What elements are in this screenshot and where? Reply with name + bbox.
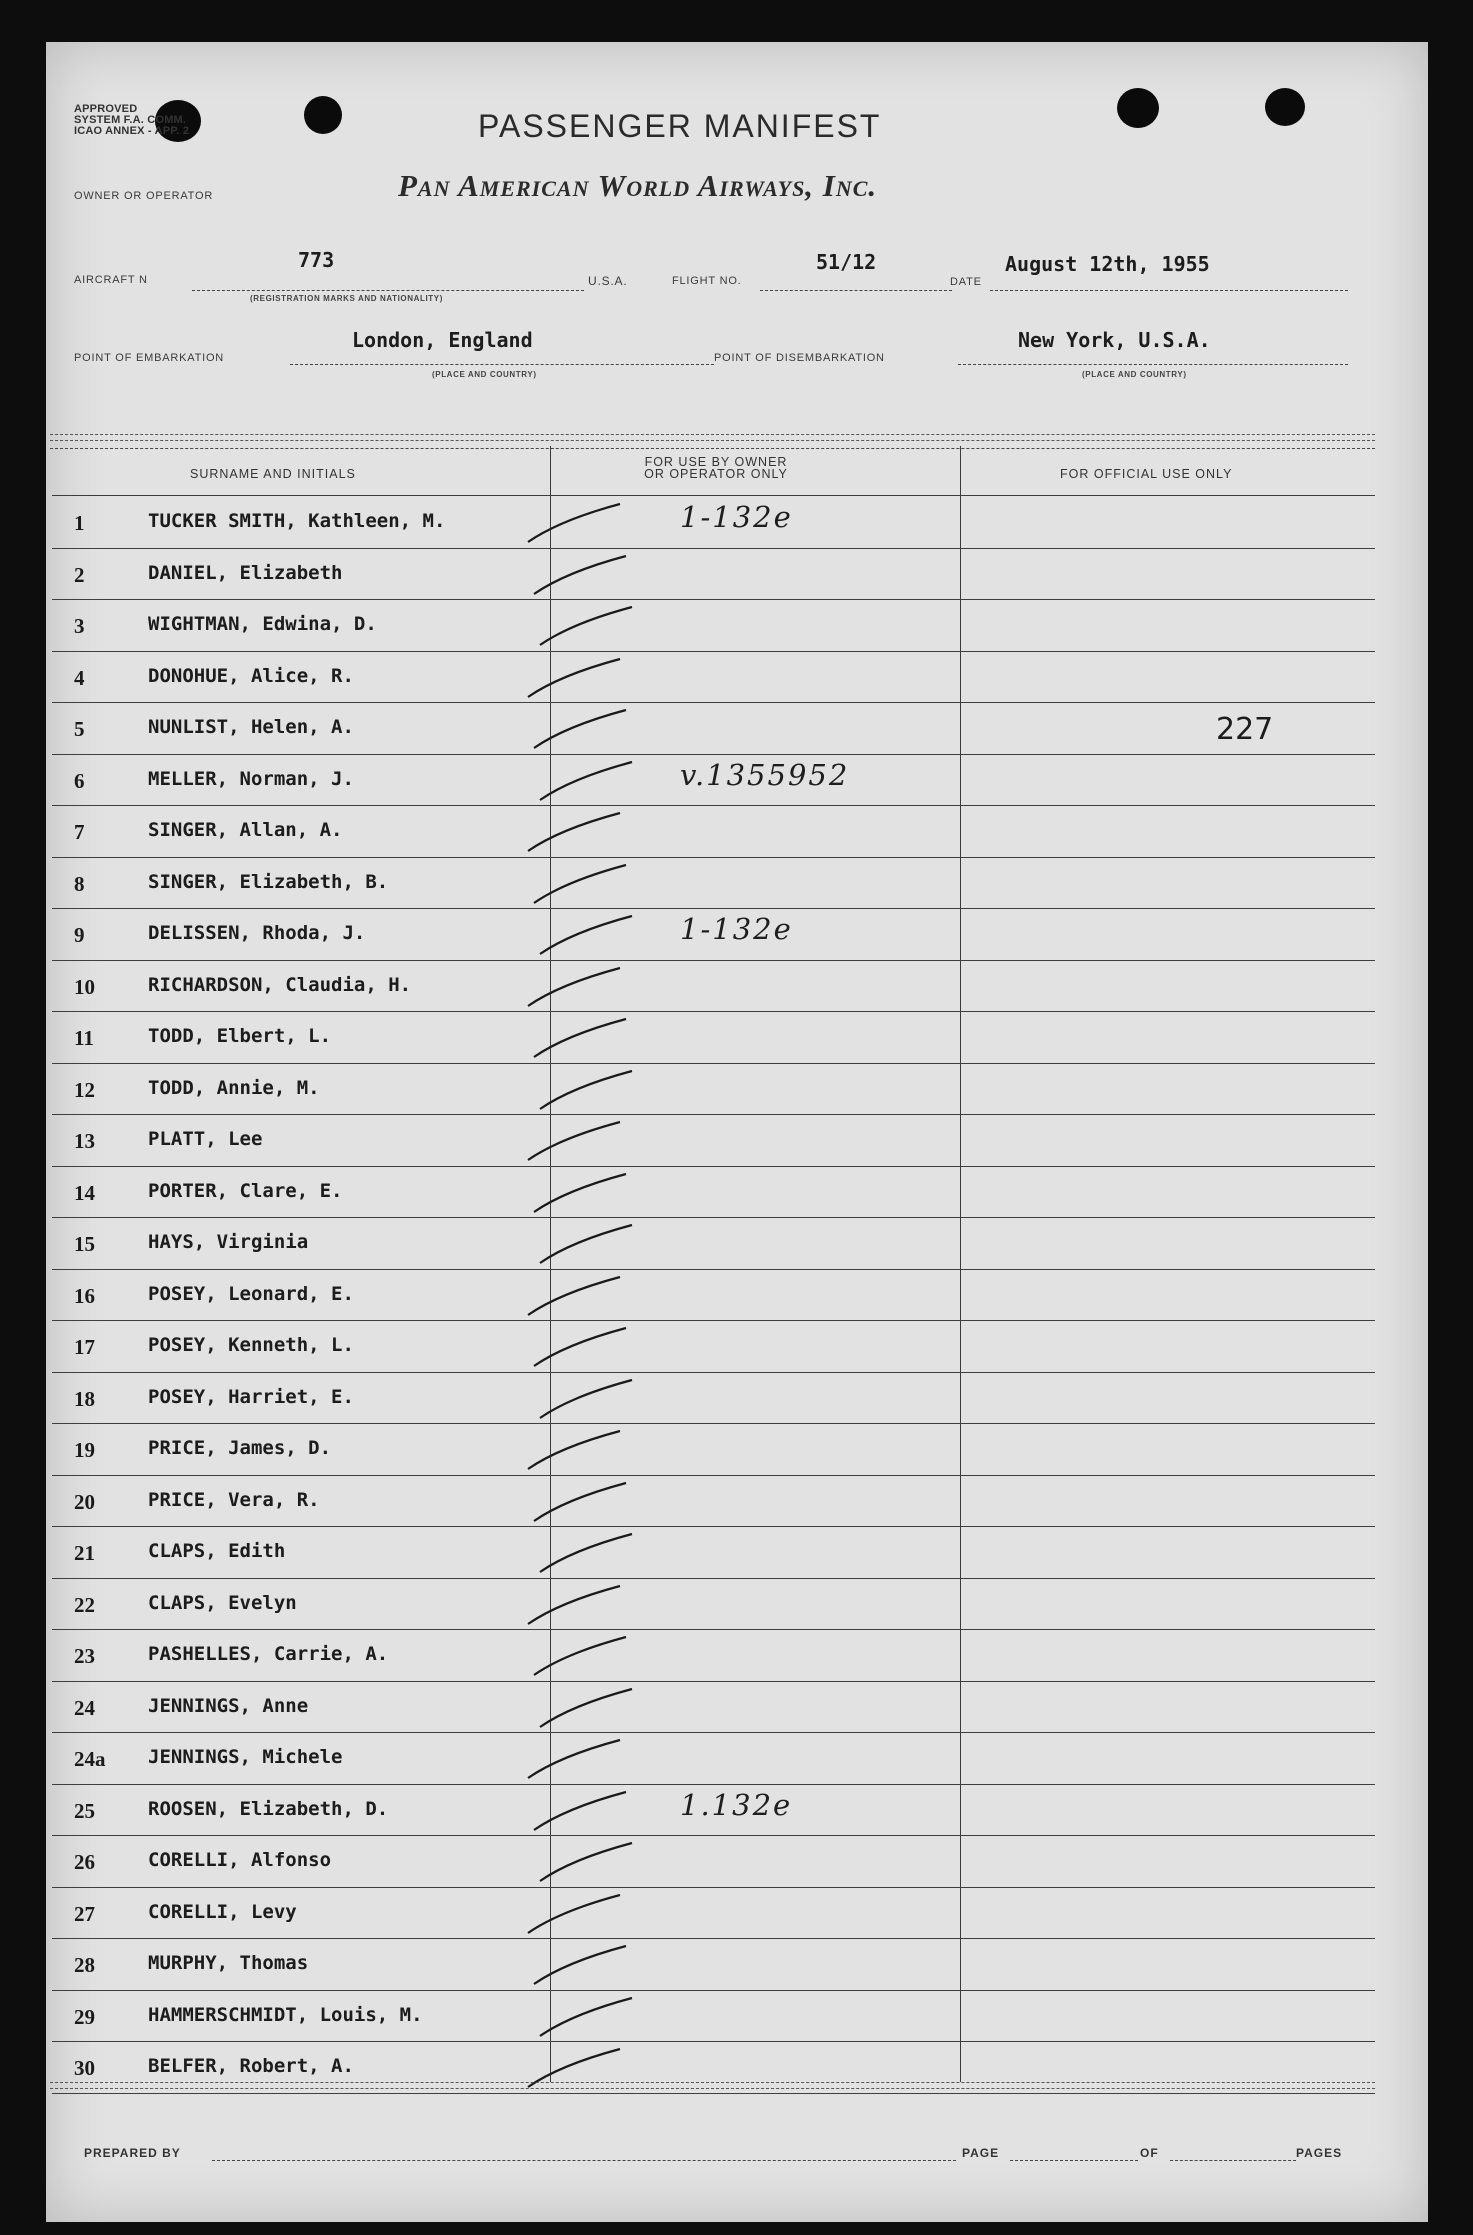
passenger-row bbox=[52, 1063, 1375, 1116]
table-bottom-rule bbox=[50, 2082, 1375, 2089]
passenger-name: PRICE, Vera, R. bbox=[148, 1488, 320, 1511]
embark-label: POINT OF EMBARKATION bbox=[74, 352, 225, 364]
passenger-row bbox=[52, 599, 1375, 652]
page-label: PAGE bbox=[962, 2146, 1000, 2160]
flight-date: August 12th, 1955 bbox=[1005, 252, 1210, 276]
passenger-name: MELLER, Norman, J. bbox=[148, 767, 354, 790]
punch-hole bbox=[1265, 88, 1305, 126]
passenger-row bbox=[52, 1114, 1375, 1167]
passenger-row bbox=[52, 1784, 1375, 1837]
passenger-row bbox=[52, 1629, 1375, 1682]
page-title: PASSENGER MANIFEST bbox=[478, 108, 882, 144]
table-top-rule-2 bbox=[50, 448, 1375, 449]
passenger-name: SINGER, Elizabeth, B. bbox=[148, 870, 389, 893]
row-number: 21 bbox=[74, 1541, 95, 1565]
passenger-name: POSEY, Leonard, E. bbox=[148, 1282, 354, 1305]
row-number: 8 bbox=[74, 871, 85, 896]
operator-note: 1.132e bbox=[680, 1787, 793, 1822]
passenger-name: POSEY, Kenneth, L. bbox=[148, 1334, 354, 1356]
prepared-by-label: PREPARED BY bbox=[84, 2146, 181, 2160]
passenger-row bbox=[52, 1372, 1375, 1425]
official-use-header: FOR OFFICIAL USE ONLY bbox=[1060, 467, 1233, 481]
passenger-row bbox=[52, 548, 1375, 601]
passenger-row bbox=[52, 1526, 1375, 1579]
passenger-name: ROOSEN, Elizabeth, D. bbox=[148, 1797, 389, 1820]
passenger-row bbox=[52, 1011, 1375, 1064]
passenger-row bbox=[52, 1887, 1375, 1940]
passenger-row bbox=[52, 1423, 1375, 1476]
table-top-rule bbox=[50, 434, 1375, 441]
row-number: 3 bbox=[74, 614, 85, 638]
passenger-name: JENNINGS, Michele bbox=[148, 1746, 343, 1768]
date-label: DATE bbox=[950, 276, 982, 288]
passenger-name: DELISSEN, Rhoda, J. bbox=[148, 922, 366, 944]
disembark-note: (PLACE AND COUNTRY) bbox=[1082, 370, 1187, 379]
passenger-name: DANIEL, Elizabeth bbox=[148, 561, 343, 584]
row-number: 2 bbox=[74, 562, 85, 587]
flight-underline bbox=[760, 290, 952, 291]
passenger-name: TODD, Elbert, L. bbox=[148, 1025, 332, 1047]
row-number: 17 bbox=[74, 1335, 95, 1359]
passenger-name: PORTER, Clare, E. bbox=[148, 1179, 343, 1202]
surname-column-header: SURNAME AND INITIALS bbox=[190, 467, 356, 481]
row-number: 4 bbox=[74, 665, 85, 690]
passenger-name: WIGHTMAN, Edwina, D. bbox=[148, 613, 377, 635]
operator-name: Pan American World Airways, Inc. bbox=[398, 168, 878, 203]
aircraft-label: AIRCRAFT N bbox=[74, 274, 148, 286]
punch-hole bbox=[304, 96, 342, 134]
passenger-name: NUNLIST, Helen, A. bbox=[148, 716, 354, 738]
row-number: 15 bbox=[74, 1232, 95, 1256]
row-number: 6 bbox=[74, 768, 85, 793]
row-number: 27 bbox=[74, 1901, 95, 1926]
pages-label: PAGES bbox=[1296, 2146, 1343, 2160]
prepared-underline bbox=[212, 2160, 956, 2161]
passenger-row bbox=[52, 857, 1375, 910]
row-number: 5 bbox=[74, 717, 85, 741]
row-number: 23 bbox=[74, 1644, 95, 1668]
passenger-name: CORELLI, Levy bbox=[148, 1900, 297, 1923]
row-number: 26 bbox=[74, 1850, 95, 1874]
row-number: 30 bbox=[74, 2056, 95, 2080]
passenger-row bbox=[52, 1732, 1375, 1785]
row-number: 22 bbox=[74, 1592, 95, 1617]
flight-number: 51/12 bbox=[816, 250, 877, 274]
row-number: 1 bbox=[74, 511, 85, 535]
passenger-row bbox=[52, 496, 1375, 549]
row-number: 25 bbox=[74, 1798, 95, 1823]
passenger-row bbox=[52, 1269, 1375, 1322]
country-label: U.S.A. bbox=[588, 274, 628, 288]
passenger-row bbox=[52, 1217, 1375, 1270]
owner-use-header: FOR USE BY OWNER OR OPERATOR ONLY bbox=[644, 455, 788, 481]
row-number: 14 bbox=[74, 1180, 95, 1205]
disembark-place: New York, U.S.A. bbox=[1018, 328, 1211, 352]
passenger-row bbox=[52, 1938, 1375, 1991]
row-number: 28 bbox=[74, 1953, 95, 1977]
row-number: 13 bbox=[74, 1129, 95, 1153]
punch-hole bbox=[1117, 88, 1159, 128]
passenger-name: TUCKER SMITH, Kathleen, M. bbox=[148, 510, 446, 532]
row-number: 9 bbox=[74, 923, 85, 947]
official-note: 227 bbox=[1216, 712, 1274, 747]
passenger-name: CLAPS, Evelyn bbox=[148, 1591, 297, 1614]
aircraft-value: 773 bbox=[298, 248, 335, 272]
embark-underline bbox=[290, 364, 714, 365]
disembark-underline bbox=[958, 364, 1348, 365]
passenger-name: JENNINGS, Anne bbox=[148, 1694, 309, 1717]
row-number: 11 bbox=[74, 1026, 94, 1050]
passenger-name: PLATT, Lee bbox=[148, 1128, 263, 1150]
passenger-name: CLAPS, Edith bbox=[148, 1540, 286, 1562]
row-number: 20 bbox=[74, 1489, 95, 1514]
operator-note: 1-132e bbox=[680, 500, 793, 534]
passenger-row bbox=[52, 960, 1375, 1013]
aircraft-underline bbox=[192, 290, 584, 291]
passenger-name: RICHARDSON, Claudia, H. bbox=[148, 973, 412, 996]
passenger-name: SINGER, Allan, A. bbox=[148, 819, 343, 841]
passenger-row bbox=[52, 1166, 1375, 1219]
passenger-name: MURPHY, Thomas bbox=[148, 1952, 309, 1974]
disembark-label: POINT OF DISEMBARKATION bbox=[714, 352, 885, 364]
passenger-row bbox=[52, 908, 1375, 961]
passenger-name: CORELLI, Alfonso bbox=[148, 1849, 332, 1871]
row-number: 24a bbox=[74, 1747, 106, 1771]
passenger-name: HAMMERSCHMIDT, Louis, M. bbox=[148, 2003, 423, 2026]
passenger-row bbox=[52, 754, 1375, 807]
passenger-name: DONOHUE, Alice, R. bbox=[148, 664, 354, 687]
row-number: 7 bbox=[74, 820, 85, 844]
passenger-row bbox=[52, 702, 1375, 755]
row-number: 24 bbox=[74, 1695, 95, 1720]
passenger-row bbox=[52, 805, 1375, 858]
passenger-name: HAYS, Virginia bbox=[148, 1231, 309, 1253]
passenger-row bbox=[52, 1475, 1375, 1528]
of-underline bbox=[1170, 2160, 1296, 2161]
row-number: 19 bbox=[74, 1438, 95, 1462]
row-number: 29 bbox=[74, 2004, 95, 2029]
of-label: OF bbox=[1140, 2146, 1159, 2160]
passenger-row bbox=[52, 1578, 1375, 1631]
row-number: 12 bbox=[74, 1077, 95, 1102]
approval-stamp: APPROVED SYSTEM F.A. COMM. ICAO ANNEX - APP. 2 bbox=[74, 103, 190, 137]
row-number: 10 bbox=[74, 974, 95, 999]
passenger-row bbox=[52, 1320, 1375, 1373]
passenger-row bbox=[52, 651, 1375, 704]
row-number: 18 bbox=[74, 1386, 95, 1411]
owner-label: OWNER OR OPERATOR bbox=[74, 190, 214, 202]
operator-note: 1-132e bbox=[680, 912, 793, 946]
passenger-name: TODD, Annie, M. bbox=[148, 1076, 320, 1099]
passenger-row bbox=[52, 1681, 1375, 1734]
passenger-row bbox=[52, 1990, 1375, 2043]
date-underline bbox=[990, 290, 1348, 291]
passenger-name: PRICE, James, D. bbox=[148, 1437, 332, 1459]
passenger-name: POSEY, Harriet, E. bbox=[148, 1385, 354, 1408]
embark-note: (PLACE AND COUNTRY) bbox=[432, 370, 537, 379]
passenger-name: BELFER, Robert, A. bbox=[148, 2055, 354, 2077]
flight-label: FLIGHT NO. bbox=[672, 275, 742, 287]
embark-place: London, England bbox=[352, 328, 533, 352]
row-number: 16 bbox=[74, 1283, 95, 1308]
passenger-row bbox=[52, 1835, 1375, 1888]
page-underline bbox=[1010, 2160, 1138, 2161]
registration-note: (REGISTRATION MARKS AND NATIONALITY) bbox=[250, 294, 443, 303]
operator-note: v.1355952 bbox=[680, 757, 850, 792]
passenger-name: PASHELLES, Carrie, A. bbox=[148, 1643, 389, 1665]
